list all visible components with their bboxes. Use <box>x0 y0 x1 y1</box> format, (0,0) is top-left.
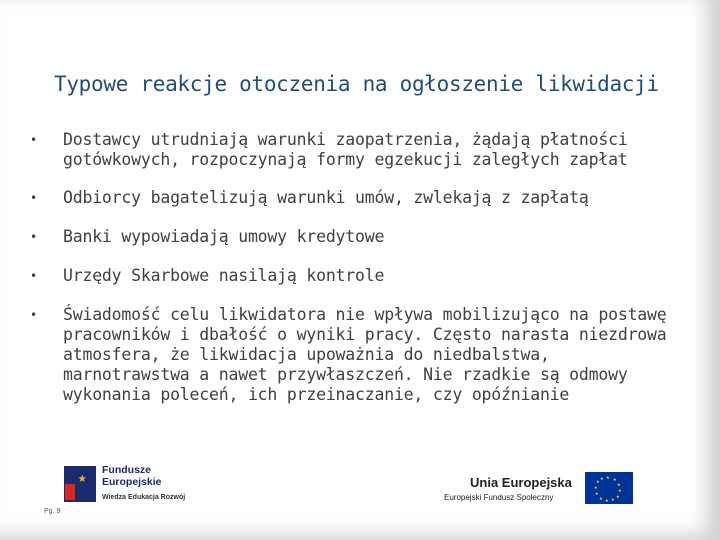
fe-line1: Fundusze <box>102 464 151 476</box>
eu-subtitle: Europejski Fundusz Społeczny <box>444 493 554 502</box>
star-icon: ★ <box>78 470 87 486</box>
bullet-customers: • Odbiorcy bagatelizują warunki umów, zwlekają z zapłatą <box>30 188 670 208</box>
eu-title: Unia Europejska <box>470 475 572 490</box>
fe-line3: Wiedza Edukacja Rozwój <box>102 494 186 501</box>
bullet-tax-offices: • Urzędy Skarbowe nasilają kontrole <box>30 266 670 286</box>
fe-red-stripe <box>65 484 75 500</box>
slide-title: Typowe reakcje otoczenia na ogłoszenie likwidacji <box>54 72 659 96</box>
bullet-suppliers: • Dostawcy utrudniają warunki zaopatrzenia, żądają płatności gotówkowych, rozpoczynają formy egzekucji zaległych zapłat <box>30 130 670 170</box>
bullet-banks: • Banki wypowiadają umowy kredytowe <box>30 227 670 247</box>
bullet-list <box>30 130 670 405</box>
page-number: Pg. 9 <box>44 508 61 515</box>
fundusze-europejskie-logo <box>60 462 200 510</box>
eu-flag-icon: ★ ★ ★ ★ ★ ★ ★ ★ ★ ★ ★ ★ <box>585 472 633 504</box>
fe-line2: Europejskie <box>102 476 162 488</box>
bullet-liquidator-awareness: • Świadomość celu likwidatora nie wpływa mobilizująco na postawę pracowników i dbałość o wyniki pracy. Często narasta niezdrowa atmosfera, że likwidacja upoważnia do niedbalstwa, marnotrawstwa a nawet przywłaszczeń. Nie rzadkie są odmowy wykonania poleceń, ich przeinaczanie, czy opóźnianie <box>30 305 670 405</box>
